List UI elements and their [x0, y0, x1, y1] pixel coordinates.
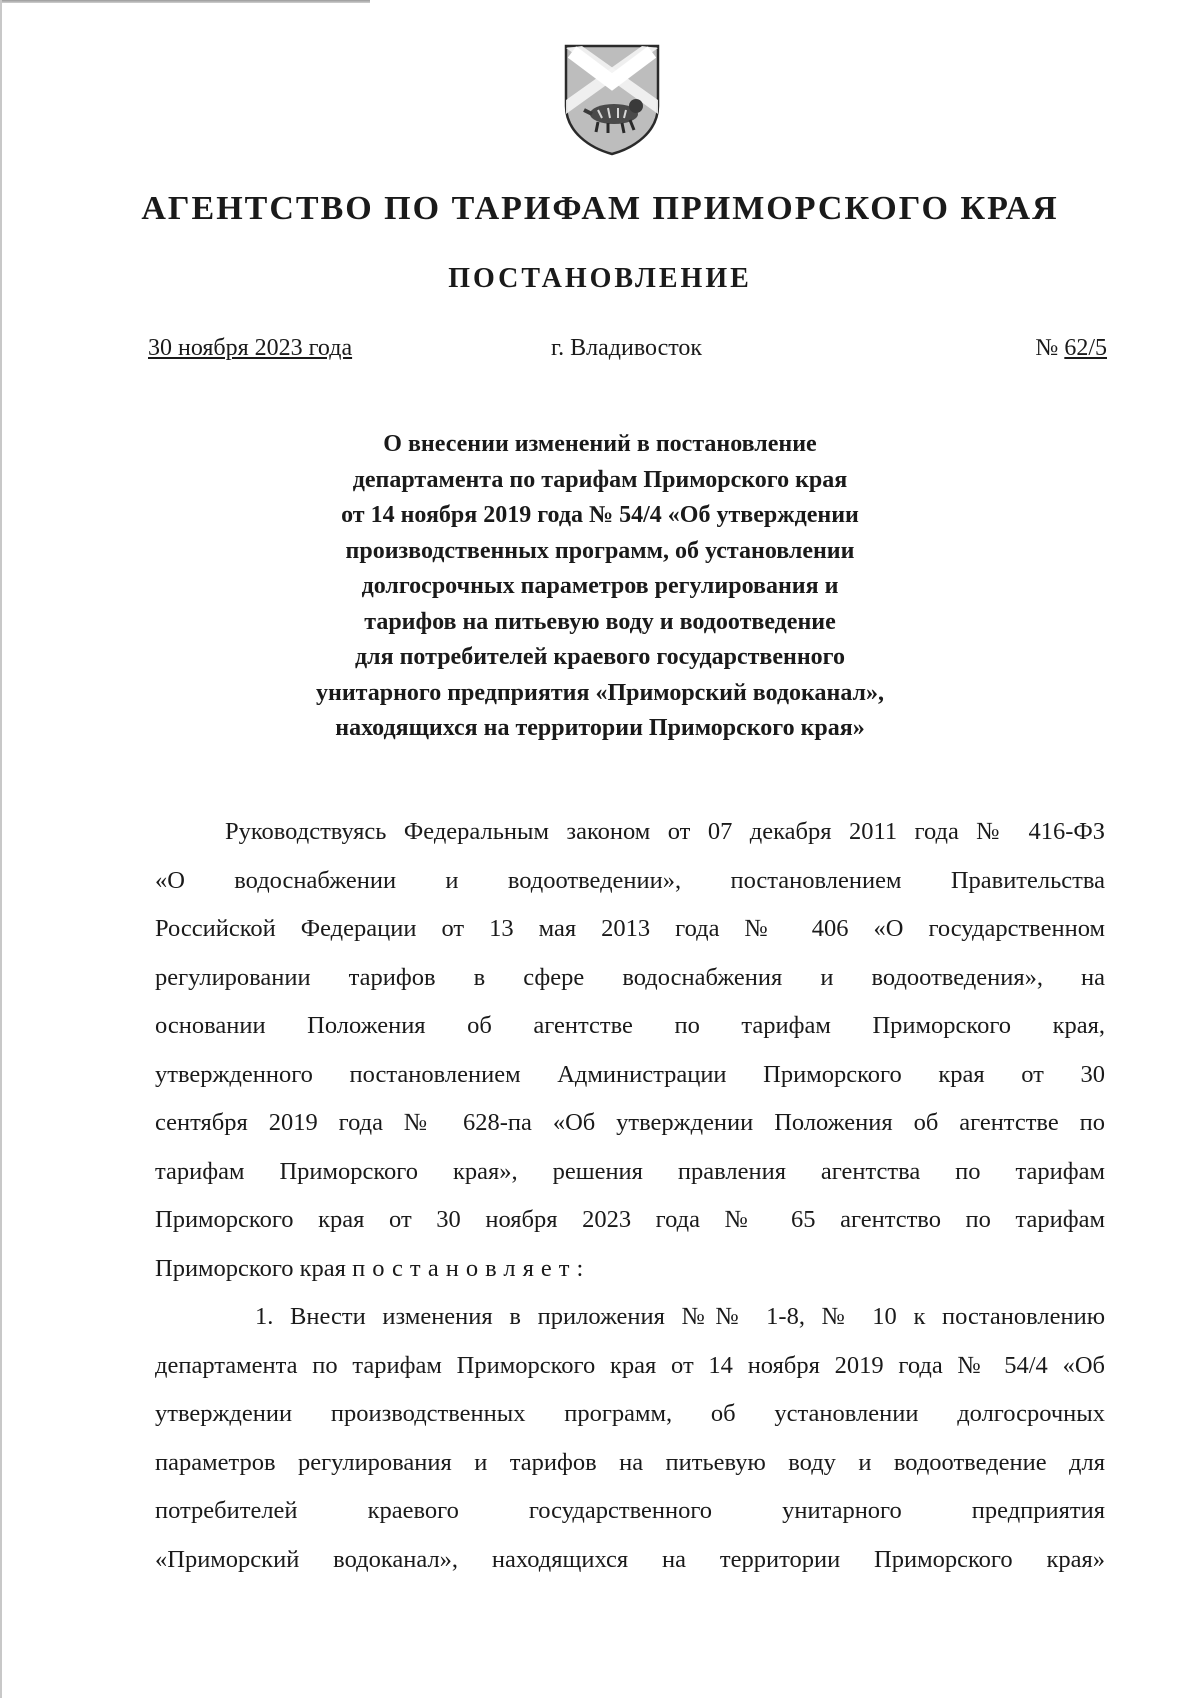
subject-line: долгосрочных параметров регулирования и: [361, 573, 839, 599]
subject-line: унитарного предприятия «Приморский водоканал»,: [315, 679, 885, 706]
subject-line: производственных программ, об установлении: [345, 537, 855, 564]
preamble-last-prefix: Приморского края: [155, 1254, 353, 1282]
document-type: ПОСТАНОВЛЕНИЕ: [448, 263, 752, 294]
subject-line: находящихся на территории Приморского края»: [335, 715, 865, 741]
body-line: утверждении производственных программ, об установлении долгосрочных: [155, 1400, 1105, 1427]
resolves-word: постановляет:: [352, 1254, 591, 1282]
body-line: 1. Внести изменения в приложения №№ 1-8, № 10 к постановлению: [255, 1303, 1105, 1330]
scan-edge-top: [0, 0, 370, 3]
body-line: потребителей краевого государственного унитарного предприятия: [155, 1497, 1105, 1524]
body-line: Российской Федерации от 13 мая 2013 года № 406 «О государственном: [155, 915, 1105, 942]
body-line: параметров регулирования и тарифов на питьевую воду и водоотведение для: [155, 1448, 1105, 1476]
body-line: утвержденного постановлением Администрации Приморского края от 30: [155, 1060, 1105, 1088]
document-body: [155, 808, 1105, 1584]
body-line-last: [155, 1245, 1105, 1294]
subject-line: от 14 ноября 2019 года № 54/4 «Об утверждении: [341, 502, 859, 528]
item-1-paragraph: [155, 1293, 1105, 1584]
body-line: Приморского края от 30 ноября 2023 года № 65 агентство по тарифам: [155, 1206, 1105, 1233]
primorsky-krai-coat-of-arms-icon: [562, 40, 662, 158]
body-line: основании Положения об агентстве по тарифам Приморского края,: [155, 1012, 1105, 1039]
body-line: «Приморский водоканал», находящихся на территории Приморского края»: [155, 1545, 1105, 1573]
body-line: Руководствуясь Федеральным законом от 07 декабря 2011 года № 416-ФЗ: [225, 818, 1105, 845]
document-date: 30 ноября 2023 года: [148, 335, 353, 361]
body-line: регулировании тарифов в сфере водоснабжения и водоотведения», на: [155, 963, 1105, 991]
number-prefix: №: [1035, 335, 1059, 361]
body-line: департамента по тарифам Приморского края от 14 ноября 2019 года № 54/4 «Об: [155, 1351, 1105, 1379]
subject-line: тарифов на питьевую воду и водоотведение: [364, 608, 836, 635]
document-number: [1035, 335, 1107, 362]
scan-edge-left: [0, 0, 2, 1698]
agency-title: АГЕНТСТВО ПО ТАРИФАМ ПРИМОРСКОГО КРАЯ: [141, 190, 1059, 227]
body-line: тарифам Приморского края», решения правления агентства по тарифам: [155, 1157, 1105, 1185]
body-line: «О водоснабжении и водоотведении», постановлением Правительства: [155, 866, 1105, 894]
number-value: 62/5: [1064, 335, 1107, 361]
subject-line: для потребителей краевого государственного: [355, 644, 845, 670]
preamble-paragraph: [155, 808, 1105, 1293]
document-city: г. Владивосток: [551, 335, 703, 361]
body-line: сентября 2019 года № 628-па «Об утверждении Положения об агентстве по: [155, 1109, 1105, 1136]
subject-line: О внесении изменений в постановление: [383, 431, 817, 457]
document-subject: [0, 427, 1200, 747]
subject-line: департамента по тарифам Приморского края: [352, 466, 848, 493]
